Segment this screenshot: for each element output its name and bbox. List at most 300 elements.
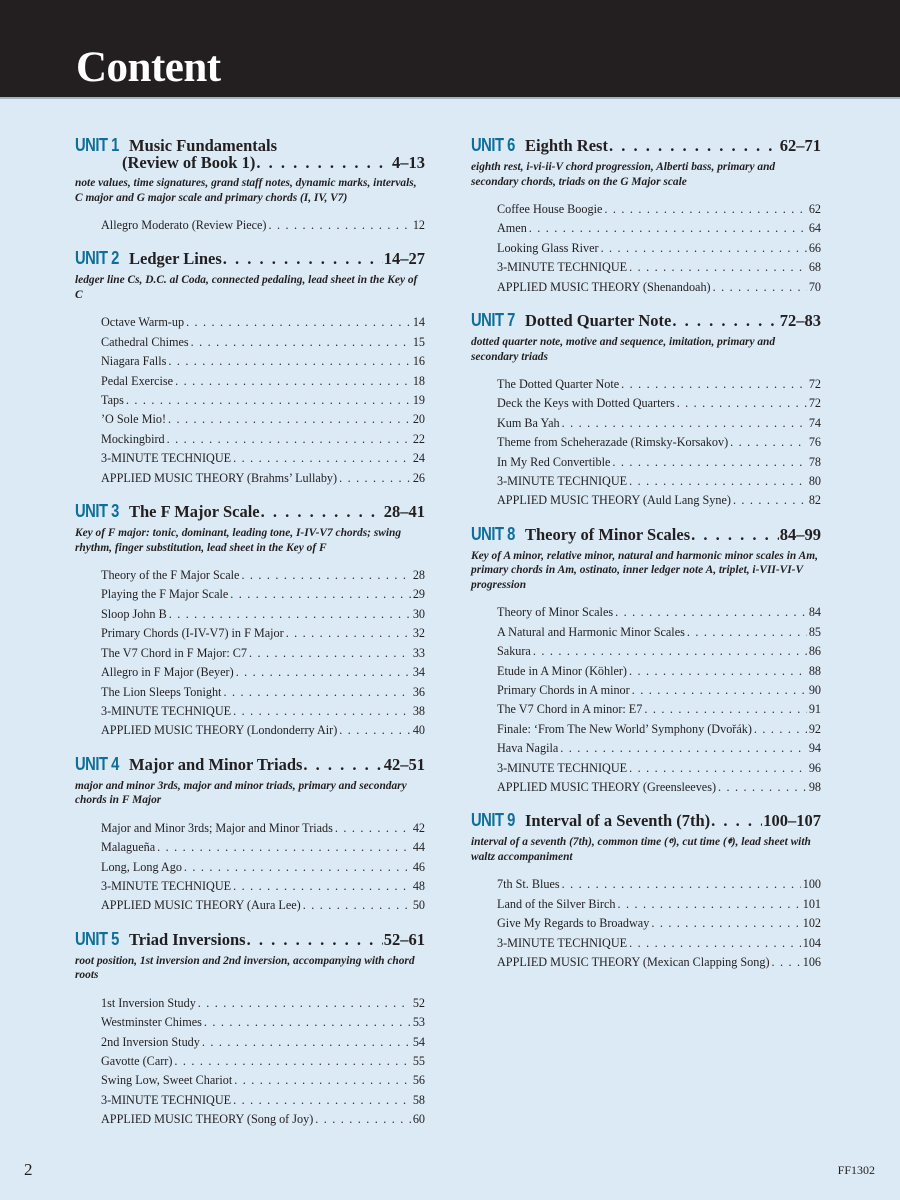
toc-entry[interactable]: [471, 934, 821, 953]
entry-title: Kum Ba Yah: [497, 415, 560, 430]
leader-dots: [609, 137, 779, 155]
leader-dots: [249, 644, 411, 663]
leader-dots: [629, 759, 807, 778]
entry-title: Allegro in F Major (Beyer): [101, 665, 234, 680]
leader-dots: [604, 200, 806, 219]
entry-page: 29: [412, 587, 425, 602]
toc-entry[interactable]: [75, 663, 425, 682]
toc-entry[interactable]: [471, 453, 821, 472]
entry-page: 16: [412, 354, 425, 369]
unit-title: Triad Inversions: [129, 929, 246, 949]
unit-label: UNIT 3: [75, 501, 119, 522]
leader-dots: [615, 603, 807, 622]
leader-dots: [233, 449, 411, 468]
toc-entry[interactable]: [471, 258, 821, 277]
entry-page: 36: [412, 684, 425, 699]
entry-page: 84: [808, 605, 821, 620]
entry-title: APPLIED MUSIC THEORY (Greensleeves): [497, 780, 717, 795]
toc-entry[interactable]: [471, 394, 821, 413]
entry-title: 3-MINUTE TECHNIQUE: [497, 935, 628, 950]
leader-dots: [335, 819, 411, 838]
entry-page: 54: [412, 1034, 425, 1049]
leader-dots: [126, 391, 411, 410]
toc-entry[interactable]: [75, 372, 425, 391]
toc-entry[interactable]: [471, 200, 821, 219]
page-header: [0, 0, 900, 99]
entry-title: Allegro Moderato (Review Piece): [101, 218, 267, 232]
toc-entry[interactable]: [75, 994, 425, 1013]
entry-title: 2nd Inversion Study: [101, 1034, 200, 1049]
entry-page: 104: [802, 935, 821, 950]
leader-dots: [629, 662, 807, 681]
entry-page: 60: [412, 1112, 425, 1127]
unit-description: Key of F major: tonic, dominant, leading tone, I-IV-V7 chords; swing rhythm, finger substitution, lead sheet in the Key of F: [75, 527, 402, 554]
leader-dots: [198, 994, 411, 1013]
unit-section: [471, 525, 821, 798]
toc-entry[interactable]: [75, 838, 425, 857]
entry-title: The V7 Chord in A minor: E7: [497, 702, 643, 717]
unit-description: dotted quarter note, motive and sequence, imitation, primary and secondary triads: [471, 336, 776, 363]
unit-description: major and minor 3rds, major and minor triads, primary and secondary chords in F Major: [75, 779, 407, 807]
leader-dots: [644, 700, 806, 719]
unit-pages: 28–41: [383, 502, 425, 522]
entry-page: 80: [808, 474, 821, 489]
unit-heading: [75, 755, 425, 774]
toc-entry[interactable]: [471, 642, 821, 661]
entry-title: 3-MINUTE TECHNIQUE: [497, 760, 628, 775]
leader-dots: [672, 312, 778, 330]
entry-page: 66: [808, 240, 821, 255]
toc-entry[interactable]: [75, 333, 425, 352]
unit-section: [75, 502, 425, 741]
unit-pages: 42–51: [383, 754, 425, 774]
entry-page: 76: [808, 435, 821, 450]
unit-label: UNIT 9: [471, 810, 515, 831]
catalog-code: FF1302: [837, 1163, 875, 1177]
entry-page: 22: [412, 431, 425, 446]
entry-title: Major and Minor 3rds; Major and Minor Triads: [101, 820, 333, 835]
toc-entry[interactable]: [75, 721, 425, 740]
entry-page: 34: [412, 665, 425, 680]
leader-dots: [261, 503, 383, 521]
unit-title: The F Major Scale: [129, 502, 260, 522]
entry-page: 68: [808, 260, 821, 275]
toc-entry[interactable]: [75, 449, 425, 468]
entry-title: Swing Low, Sweet Chariot: [101, 1073, 233, 1088]
unit-title: Theory of Minor Scales: [525, 524, 691, 544]
entry-title: Malagueña: [101, 840, 156, 855]
unit-description: eighth rest, i-vi-ii-V chord progression, Alberti bass, primary and secondary chords, triads on the G Major scale: [471, 161, 776, 188]
unit-section: [471, 811, 821, 972]
leader-dots: [754, 720, 807, 739]
leader-dots: [169, 605, 411, 624]
unit-section: [471, 311, 821, 511]
leader-dots: [629, 472, 807, 491]
leader-dots: [733, 491, 807, 510]
entry-page: 78: [808, 454, 821, 469]
entry-title: Octave Warm-up: [101, 315, 185, 330]
entry-page: 12: [412, 218, 425, 232]
page-number: 2: [24, 1160, 33, 1179]
toc-column-left: [75, 136, 425, 1144]
leader-dots: [303, 756, 382, 774]
entry-page: 101: [802, 896, 821, 911]
entry-page: 53: [412, 1015, 425, 1030]
entry-title: Sakura: [497, 644, 531, 659]
toc-entry[interactable]: [75, 683, 425, 702]
unit-pages: 72–83: [779, 311, 821, 331]
toc-column-right: [471, 136, 821, 986]
unit-heading: [75, 249, 425, 268]
leader-dots: [186, 313, 411, 332]
entry-title: APPLIED MUSIC THEORY (Song of Joy): [101, 1112, 314, 1127]
unit-section: [75, 755, 425, 916]
entry-page: 48: [412, 878, 425, 893]
entry-title: Hava Nagila: [497, 741, 559, 756]
entry-page: 90: [808, 683, 821, 697]
toc-entry[interactable]: [471, 759, 821, 778]
entry-page: 72: [808, 377, 821, 392]
unit-heading: [471, 311, 821, 330]
toc-entry[interactable]: [471, 414, 821, 433]
toc-entry[interactable]: [75, 1091, 425, 1110]
entry-title: APPLIED MUSIC THEORY (Auld Lang Syne): [497, 493, 731, 508]
unit-pages: 14–27: [383, 249, 425, 269]
unit-heading: [75, 930, 425, 949]
leader-dots: [233, 1091, 411, 1110]
entry-page: 106: [802, 955, 821, 970]
entry-page: 33: [412, 645, 425, 660]
entry-page: 19: [412, 393, 425, 408]
toc-entry[interactable]: [471, 433, 821, 452]
leader-dots: [202, 1033, 411, 1052]
entry-page: 64: [808, 221, 821, 236]
leader-dots: [632, 681, 807, 700]
toc-entry[interactable]: [471, 681, 821, 700]
leader-dots: [629, 934, 801, 953]
toc-entry[interactable]: [471, 778, 821, 797]
unit-title: Eighth Rest: [525, 136, 608, 155]
leader-dots: [184, 858, 411, 877]
toc-entry[interactable]: [471, 239, 821, 258]
entry-title: 3-MINUTE TECHNIQUE: [497, 474, 628, 489]
entry-title: The Lion Sleeps Tonight: [101, 684, 222, 699]
entry-page: 96: [808, 760, 821, 775]
toc-entry[interactable]: [471, 700, 821, 719]
unit-description: Key of A minor, relative minor, natural and harmonic minor scales in Am, primary chords in Am, ostinato, inner ledger note A, triplet, i-VII-VI-V progression: [471, 549, 818, 591]
unit-title: Interval of a Seventh (7th): [525, 811, 711, 831]
entry-title: 3-MINUTE TECHNIQUE: [101, 451, 232, 466]
leader-dots: [174, 1052, 410, 1071]
unit-label: UNIT 4: [75, 753, 119, 774]
leader-dots: [315, 1110, 411, 1129]
unit-heading: [471, 811, 821, 830]
leader-dots: [191, 333, 411, 352]
toc-entry[interactable]: [471, 623, 821, 642]
toc-entry[interactable]: [471, 914, 821, 933]
entry-page: 18: [412, 373, 425, 388]
leader-dots: [562, 875, 801, 894]
unit-heading: [75, 502, 425, 521]
leader-dots: [687, 623, 807, 642]
entry-title: 1st Inversion Study: [101, 995, 196, 1010]
leader-dots: [234, 1071, 411, 1090]
entry-title: 3-MINUTE TECHNIQUE: [101, 878, 232, 893]
leader-dots: [233, 702, 411, 721]
unit-label: UNIT 5: [75, 928, 119, 949]
toc-entry[interactable]: [75, 1033, 425, 1052]
leader-dots: [711, 812, 762, 830]
entry-page: 46: [412, 859, 425, 874]
leader-dots: [601, 239, 807, 258]
unit-label: UNIT 1: [75, 135, 119, 155]
entry-title: ’O Sole Mio!: [101, 412, 166, 427]
entry-title: 3-MINUTE TECHNIQUE: [101, 1092, 232, 1107]
toc-entry[interactable]: [75, 1052, 425, 1071]
unit-title: Major and Minor Triads: [129, 754, 303, 774]
leader-dots: [562, 414, 807, 433]
toc-entry[interactable]: [75, 566, 425, 585]
entry-title: 7th St. Blues: [497, 877, 560, 892]
entry-page: 15: [412, 334, 425, 349]
entry-title: Primary Chords (I-IV-V7) in F Major: [101, 626, 284, 641]
toc-entry[interactable]: [75, 605, 425, 624]
toc-entry[interactable]: [471, 491, 821, 510]
leader-dots: [157, 838, 411, 857]
toc-entry[interactable]: [471, 662, 821, 681]
entry-page: 91: [808, 702, 821, 717]
toc-entry[interactable]: [75, 1013, 425, 1032]
toc-entry[interactable]: [75, 1110, 425, 1129]
entry-title: The V7 Chord in F Major: C7: [101, 645, 248, 660]
unit-pages: 52–61: [383, 929, 425, 949]
unit-description: interval of a seventh (7th), common time (𝄴), cut time (𝄵), lead sheet with waltz accompaniment: [471, 836, 811, 863]
leader-dots: [651, 914, 800, 933]
leader-dots: [175, 372, 411, 391]
toc-entry[interactable]: [471, 278, 821, 297]
entry-title: Coffee House Boogie: [497, 202, 603, 216]
unit-pages: 4–13: [392, 153, 425, 172]
entry-title: Looking Glass River: [497, 240, 599, 255]
leader-dots: [713, 278, 807, 297]
leader-dots: [621, 375, 807, 394]
unit-description: root position, 1st inversion and 2nd inversion, accompanying with chord roots: [75, 954, 415, 982]
page-title: Content: [76, 44, 221, 91]
unit-title: Ledger Lines: [129, 249, 222, 269]
entry-page: 62: [808, 202, 821, 216]
entry-title: Theory of the F Major Scale: [101, 568, 240, 583]
toc-entry[interactable]: [75, 216, 425, 235]
entry-title: Westminster Chimes: [101, 1015, 202, 1030]
leader-dots: [560, 739, 807, 758]
toc-entry[interactable]: [75, 644, 425, 663]
entry-title: Etude in A Minor (Köhler): [497, 663, 627, 678]
toc-entry[interactable]: [75, 585, 425, 604]
toc-entry[interactable]: [471, 953, 821, 972]
toc-entry[interactable]: [75, 624, 425, 643]
entry-title: Niagara Falls: [101, 354, 167, 369]
leader-dots: [269, 216, 411, 235]
toc-entry[interactable]: [75, 877, 425, 896]
entry-page: 88: [808, 663, 821, 678]
unit-title: Dotted Quarter Note: [525, 311, 672, 331]
entry-page: 20: [412, 412, 425, 427]
leader-dots: [303, 896, 411, 915]
entry-title: Give My Regards to Broadway: [497, 916, 650, 931]
entry-page: 58: [412, 1092, 425, 1107]
unit-label: UNIT 2: [75, 248, 119, 269]
entry-page: 102: [802, 916, 821, 931]
leader-dots: [241, 566, 410, 585]
toc-entry[interactable]: [471, 219, 821, 238]
leader-dots: [233, 877, 411, 896]
unit-subheading: [75, 155, 425, 171]
leader-dots: [236, 663, 411, 682]
leader-dots: [617, 895, 800, 914]
toc-entry[interactable]: [471, 875, 821, 894]
entry-title: Finale: ‘From The New World’ Symphony (Dvořák): [497, 721, 752, 736]
toc-entry[interactable]: [471, 472, 821, 491]
leader-dots: [168, 352, 410, 371]
toc-entry[interactable]: [471, 375, 821, 394]
unit-section: [75, 930, 425, 1130]
entry-page: 98: [808, 780, 821, 795]
toc-entry[interactable]: [471, 720, 821, 739]
entry-title: Long, Long Ago: [101, 859, 182, 874]
entry-page: 44: [412, 840, 425, 855]
leader-dots: [691, 526, 779, 544]
entry-page: 85: [808, 624, 821, 639]
entry-page: 86: [808, 644, 821, 659]
toc-entry[interactable]: [75, 469, 425, 488]
entry-title: A Natural and Harmonic Minor Scales: [497, 624, 685, 639]
entry-title: Theory of Minor Scales: [497, 605, 614, 620]
toc-entry[interactable]: [75, 391, 425, 410]
unit-pages: 84–99: [779, 524, 821, 544]
entry-title: APPLIED MUSIC THEORY (Brahms’ Lullaby): [101, 470, 338, 485]
leader-dots: [772, 953, 801, 972]
toc-entry[interactable]: [75, 1071, 425, 1090]
entry-page: 74: [808, 415, 821, 430]
entry-title: Mockingbird: [101, 431, 165, 446]
unit-section: [75, 136, 425, 235]
unit-section: [75, 249, 425, 488]
toc-entry[interactable]: [471, 739, 821, 758]
entry-title: Land of the Silver Birch: [497, 896, 616, 911]
leader-dots: [247, 931, 383, 949]
entry-title: Cathedral Chimes: [101, 334, 189, 349]
leader-dots: [204, 1013, 411, 1032]
leader-dots: [256, 155, 391, 171]
entry-page: 55: [412, 1053, 425, 1068]
entry-page: 72: [808, 396, 821, 411]
entry-title: Deck the Keys with Dotted Quarters: [497, 396, 675, 411]
entry-title: 3-MINUTE TECHNIQUE: [497, 260, 628, 275]
leader-dots: [529, 219, 807, 238]
entry-title: Amen: [497, 221, 527, 236]
entry-title: APPLIED MUSIC THEORY (Mexican Clapping Song): [497, 955, 770, 970]
leader-dots: [339, 721, 411, 740]
entry-page: 28: [412, 568, 425, 583]
entry-page: 32: [412, 626, 425, 641]
entry-page: 30: [412, 606, 425, 621]
leader-dots: [223, 683, 410, 702]
entry-title: APPLIED MUSIC THEORY (Londonderry Air): [101, 723, 338, 738]
entry-title: APPLIED MUSIC THEORY (Shenandoah): [497, 279, 711, 294]
entry-title: Gavotte (Carr): [101, 1053, 173, 1068]
entry-page: 24: [412, 451, 425, 466]
unit-heading: [471, 525, 821, 544]
entry-page: 82: [808, 493, 821, 508]
entry-title: Pedal Exercise: [101, 373, 174, 388]
entry-page: 56: [412, 1073, 425, 1088]
unit-pages: 62–71: [779, 136, 821, 155]
entry-page: 14: [412, 315, 425, 330]
entry-page: 92: [808, 721, 821, 736]
toc-entry[interactable]: [75, 410, 425, 429]
entry-page: 40: [412, 723, 425, 738]
entry-page: 100: [802, 877, 821, 892]
toc-entry[interactable]: [471, 603, 821, 622]
entry-title: APPLIED MUSIC THEORY (Aura Lee): [101, 898, 301, 913]
unit-pages: 100–107: [763, 811, 821, 831]
toc-entry[interactable]: [75, 819, 425, 838]
entry-page: 38: [412, 703, 425, 718]
leader-dots: [339, 469, 411, 488]
leader-dots: [230, 585, 411, 604]
entry-page: 42: [412, 820, 425, 835]
toc-entry[interactable]: [471, 895, 821, 914]
leader-dots: [167, 430, 411, 449]
entry-title: The Dotted Quarter Note: [497, 377, 620, 392]
entry-title: 3-MINUTE TECHNIQUE: [101, 703, 232, 718]
leader-dots: [286, 624, 411, 643]
entry-title: Primary Chords in A minor: [497, 683, 630, 697]
unit-label: UNIT 7: [471, 310, 515, 331]
toc-entry[interactable]: [75, 313, 425, 332]
entry-page: 94: [808, 741, 821, 756]
leader-dots: [730, 433, 807, 452]
unit-subtitle: (Review of Book 1): [122, 153, 256, 172]
toc-entry[interactable]: [75, 896, 425, 915]
toc-entry[interactable]: [75, 430, 425, 449]
leader-dots: [533, 642, 807, 661]
entry-page: 50: [412, 898, 425, 913]
unit-label: UNIT 6: [471, 135, 515, 155]
entry-page: 70: [808, 279, 821, 294]
unit-label: UNIT 8: [471, 523, 515, 544]
unit-description: ledger line Cs, D.C. al Coda, connected pedaling, lead sheet in the Key of C: [75, 274, 418, 301]
unit-description: note values, time signatures, grand staff notes, dynamic marks, intervals, C major and G major scale and primary chords (I, IV, V7): [75, 177, 417, 204]
unit-section: [471, 136, 821, 297]
leader-dots: [677, 394, 807, 413]
unit-title: Music Fundamentals: [129, 136, 278, 155]
leader-dots: [168, 410, 411, 429]
entry-title: Playing the F Major Scale: [101, 587, 229, 602]
entry-page: 52: [412, 995, 425, 1010]
leader-dots: [223, 250, 383, 268]
toc-entry[interactable]: [75, 858, 425, 877]
entry-title: Theme from Scheherazade (Rimsky-Korsakov): [497, 435, 729, 450]
entry-title: Sloop John B: [101, 606, 167, 621]
unit-heading: [471, 136, 821, 155]
toc-entry[interactable]: [75, 702, 425, 721]
entry-title: In My Red Convertible: [497, 454, 611, 469]
leader-dots: [718, 778, 807, 797]
entry-page: 26: [412, 470, 425, 485]
toc-entry[interactable]: [75, 352, 425, 371]
leader-dots: [629, 258, 807, 277]
